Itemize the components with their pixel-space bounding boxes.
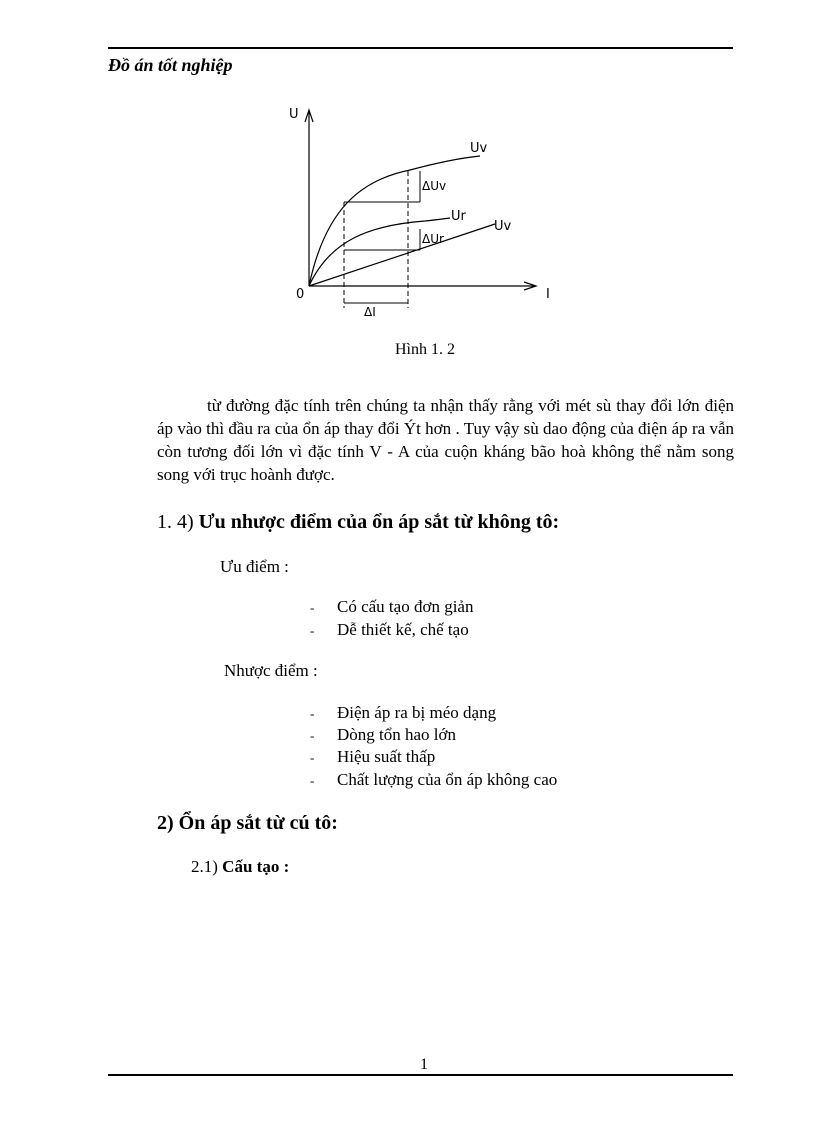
label-origin: 0 [296,287,305,302]
list-item-text: Điện áp ra bị méo dạng [337,703,497,722]
footer-rule [108,1074,733,1076]
header-rule [108,47,733,49]
list-item-text: Hiệu suất thấp [337,747,436,766]
list-item: - Chất lượng của ổn áp không cao [310,770,558,789]
list-item: - Dòng tổn hao lớn [310,725,457,744]
label-delta-uv: ΔUv [422,179,447,193]
label-delta-i: ΔI [364,305,376,319]
section-1-4-number: 1. 4) [157,511,194,533]
section-2-heading: 2) Ổn áp sắt từ cú tô: [157,812,338,834]
advantages-label: Ưu điểm : [220,557,289,576]
label-y-axis: U [289,107,299,122]
list-item-text: Dễ thiết kế, chế tạo [337,620,469,639]
label-uv-line: Uv [494,219,512,234]
list-item: - Dễ thiết kế, chế tạo [310,620,469,639]
section-1-4-title: Ưu nhược điểm của ổn áp sắt từ không tô: [198,511,560,533]
body-paragraph [157,394,734,486]
label-x-axis: I [546,287,550,302]
paragraph-text: từ đường đặc tính trên chúng ta nhận thấy rằng với mét sù thay đổi lớn điện áp vào thì đầu ra của ổn áp thay đổi Ýt hơn . Tuy vậy sù dao động của điện áp ra vẫn còn tương đối lớn vì đặc tính V - A của cuộn kháng bão hoà không thể nằm song song với trục hoành được. [157,396,734,484]
section-1-4-heading [157,511,559,534]
header-title: Đồ án tốt nghiệp [108,55,233,75]
disadvantages-label: Nhược điểm : [224,661,318,680]
line-uv [309,224,495,286]
section-2-1-number: 2.1) [191,857,218,876]
list-item-text: Chất lượng của ổn áp không cao [337,770,558,789]
list-item: - Điện áp ra bị méo dạng [310,703,497,722]
list-item: - Có cấu tạo đơn giản [310,597,474,616]
label-ur: Ur [451,209,466,224]
curve-ur [309,218,450,286]
label-uv-top: Uv [470,141,488,156]
figure-caption: Hình 1. 2 [395,341,455,358]
list-item-text: Có cấu tạo đơn giản [337,597,474,616]
section-2-1-title: Cấu tạo : [222,857,290,876]
list-item-text: Dòng tổn hao lớn [337,725,457,744]
label-delta-ur: ΔUr [422,232,444,246]
list-item: - Hiệu suất thấp [310,747,436,766]
figure-vi-characteristic [280,100,570,325]
section-2-1-heading [191,857,289,877]
page-number: 1 [420,1056,428,1073]
